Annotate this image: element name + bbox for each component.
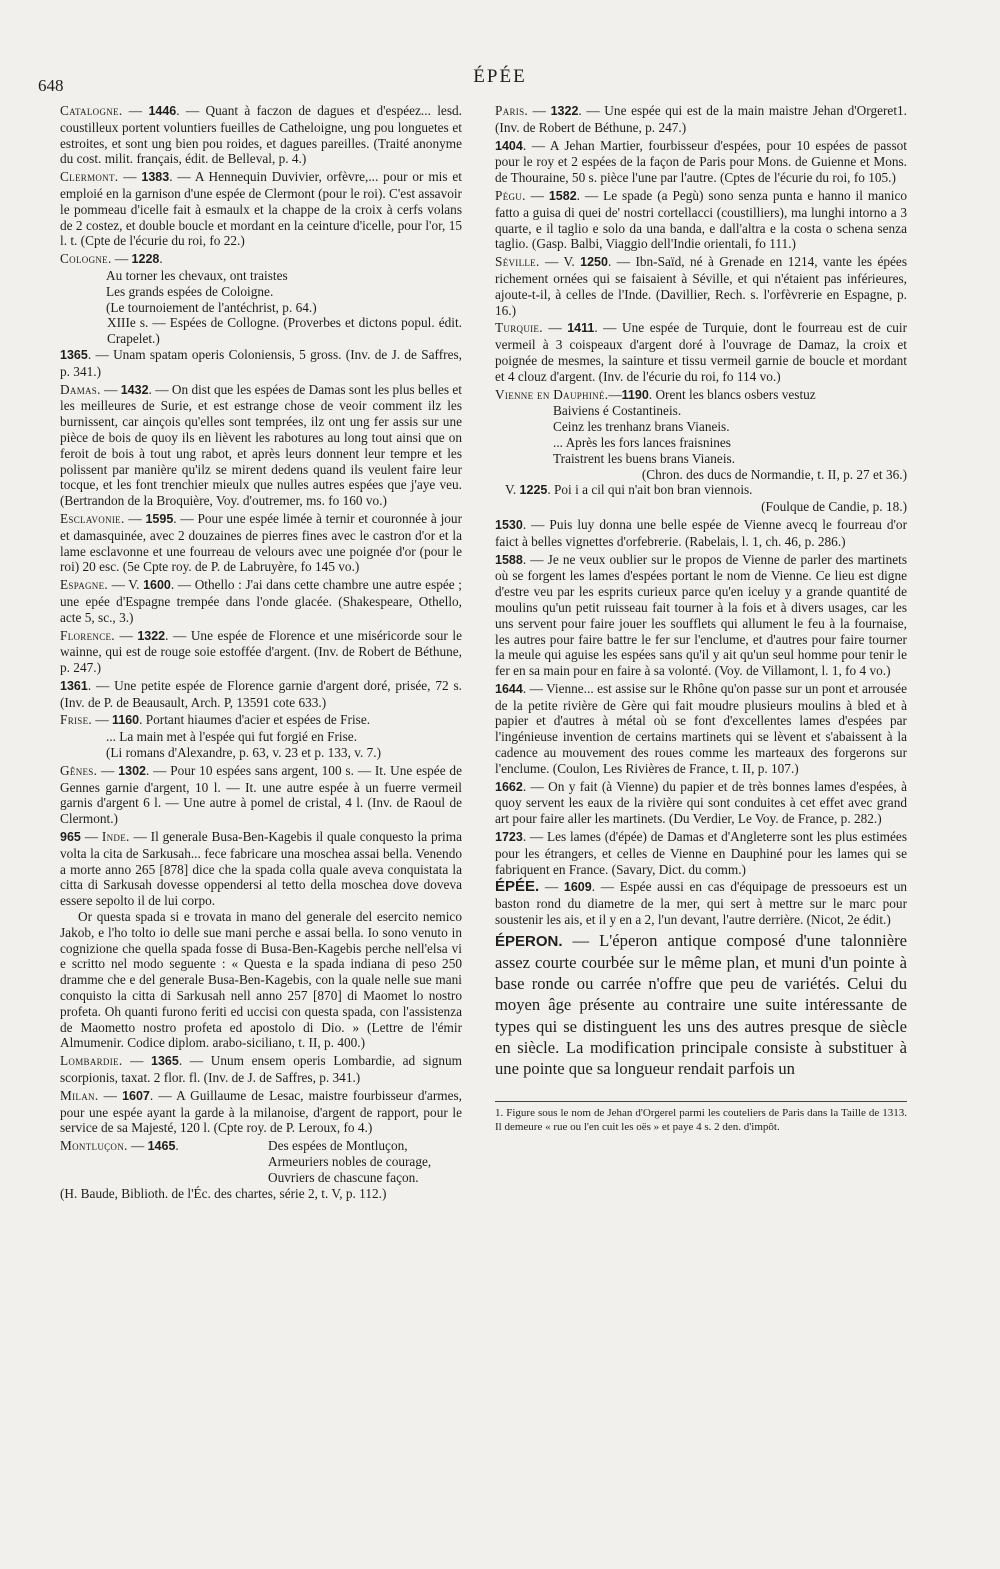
verse-line: Traistrent les buens brans Vianeis. xyxy=(553,450,736,466)
entry-turquie: Turquie. — 1411. — Une espée de Turquie, dont le fourreau est de cuir vermeil à 3 coispeaux d'argent doré à l'ouvrage de Damaz, la croix et poignée de mesmes, la sainture et tissu vermeil garnie de boucle et mordant et 4 clouz d'argent. (Inv. de l'écurie du roi, fo 114 vo.) xyxy=(495,320,907,384)
entry-esclavonie: Esclavonie. — 1595. — Pour une espée limée à ternir et couronnée à jour et damasquinée, avec 2 douzaines de pierres fines avec le castron d'or et la lame esclavonne et une fourreau de velours avec une poignée d'or (pour le roi) 20 esc. (5e Cpte roy. de P. de Labruyère, fo 145 vo.) xyxy=(60,510,462,575)
verse-source: (Li romans d'Alexandre, p. 63, v. 23 et p. 133, v. 7.) xyxy=(106,745,382,761)
verse-line: ... Après les fors lances fraisnines xyxy=(553,434,731,450)
verse-source: (H. Baude, Biblioth. de l'Éc. des chartes, série 2, t. V, p. 112.) xyxy=(60,1185,387,1201)
verse-line: ... La main met à l'espée qui fut forgié en Frise. xyxy=(106,729,358,745)
entry-seville: Séville. — V. 1250. — Ibn-Saïd, né à Grenade en 1214, vante les épées richement ornées qui se faisaient à Séville, et qui n'étaient pas inférieures, ajoute-t-il, à celles de l'Inde. (Davillier, Rech. s. l'orfèvrerie en Espagne, p. 16.) xyxy=(495,254,907,318)
entry-cologne: Cologne. — 1228. Au torner les chevaux, ont traistes Les grands espées de Coloigne. (Le tournoiement de l'antéchrist, p. 64.) XIIIe s. — Espées de Collogne. (Proverbes et dictons popul. édit. Crapelet.) 1365. — Unam spatam operis Coloniensis, 5 gross. (Inv. de J. de Saffres, p. 341.) xyxy=(60,251,462,379)
verse-line: Armeuriers nobles de courage, xyxy=(268,1154,432,1169)
entry-frise: Frise. — 1160. Portant hiaumes d'acier et espées de Frise. ... La main met à l'espée qui fut forgié en Frise. (Li romans d'Alexandre, p. 63, v. 23 et p. 133, v. 7.) xyxy=(60,712,462,760)
verse-source: (Le tournoiement de l'antéchrist, p. 64.) xyxy=(106,299,317,315)
entry-genes: Gênes. — 1302. — Pour 10 espées sans argent, 100 s. — It. Une espée de Gennes garnie d'argent, 10 l. — It. une autre espée à un fuerre vermeil garnis d'argent 6 l. — Une autre à pomel de cristal, 4 l. (Inv. de Raoul de Clermont.) xyxy=(60,762,462,827)
verse-line: Baiviens é Costantineis. xyxy=(553,403,682,419)
cologne-1365: 1365. — Unam spatam operis Coloniensis, 5 gross. (Inv. de J. de Saffres, p. 341.) xyxy=(60,346,462,379)
verse-source: (Chron. des ducs de Normandie, t. II, p. 27 et 36.) xyxy=(641,466,907,482)
entry-milan: Milan. — 1607. — A Guillaume de Lesac, maistre fourbisseur d'armes, pour une espée ayant la garde à la milanoise, d'argent de rapport, pour le service de sa Majesté, 120 l. (Cpte roy. de P. Leroux, fo 4.) xyxy=(60,1087,462,1136)
entry-vienne: Vienne en Dauphiné.—1190. Orent les blancs osbers vestuz Baiviens é Costantineis. Ceinz les trenhanz brans Vianeis. ... Après les fors lances fraisnines Traistrent les buens brans Vianeis. (Chron. des ducs de Normandie, t. II, p. 27 et 36.) V. 1225. Poi i a cil qui n'ait bon bran viennois. (Foulque de Candie, p. 18.) 1530. — Puis luy donna une belle espée de Vienne avecq le fourreau d'or faict à belles vignettes d'orfebrerie. (Rabelais, l. 1, ch. 46, p. 286.) 1588. — Je ne veux oublier sur le propos de Vienne de parler des martinets où se forgent les lames d'espées portant le nom de Vienne. Ce lieu est digne d'estre veu par les esprits curieux parce qu'en iceluy y a grande quantité de moulins qu'un petit ruisseau fait tourner à la fois et à divers usages, car les uns servent pour faire jouer les soufflets qui allument le feu à la fournaise, les autres pour faire battre le fer sur l'enclume, et d'autres pour faire tourner la meule qui aguise les espées sans qu'il y ait qu'un seul homme pour tenir le fer en sa main pour en faire à sa volonté. (Voy. de Villamont, l. 1, fo 4 vo.) 1644. — Vienne... est assise sur le Rhône qu'on passe sur un pont et arrousée de la petite rivière de Gère qui fait moudre plusieurs moulins à bled et à papier et d'autres à métal où se font d'excellentes lames d'espées par l'ingénieuse invention de certains martinets qui se lèvent et s'abaissent à la cadence au mouvement des roues comme les marteaux des forgerons sur l'enclume. (Coulon, Les Rivières de France, t. II, p. 107.) 1662. — On y fait (à Vienne) du papier et de très bonnes lames d'espées, à quoy servent les eaux de la rivière qui sont conduites à cet effet avec grand art pour faire aller les martinets. (Du Verdier, Le Voy. de France, p. 282.) 1723. — Les lames (d'épée) de Damas et d'Angleterre sont les plus estimées pour les étrangers, et celles de Vienne en Dauphiné pour les lames qui se fabriquent en France. (Savary, Dict. du comm.) xyxy=(495,386,907,877)
verse-line: Des espées de Montluçon, xyxy=(268,1138,408,1154)
verse-line: Au torner les chevaux, ont traistes xyxy=(106,267,288,283)
entry-damas: Damas. — 1432. — On dist que les espées de Damas sont les plus belles et les meilleures de Surie, et est estrange chose de veoir comment ilz les burnissent, car ainçois qu'elles sont temprées, ilz ont ung fer assis sur une pièce de bois de quoy ils en lièvent les rabotures au long tout ainsi que on feroit de bois à tout ung rabot, et après leurs donnent leur tempre et les polissent par manière qu'ilz se mirent dedens quand ils veulent faire leur tocque, et les font trenchier mieulx que nulles autres espées que j'aye veu. (Bertrandon de la Broquière, Voy. d'outremer, ms. fo 160 vo.) xyxy=(60,381,462,509)
entry-espagne: Espagne. — V. 1600. — Othello : J'ai dans cette chambre une autre espée ; une epée d'Espagne trempée dans l'onde glacée. (Shakespeare, Othello, acte 5, sc., 3.) xyxy=(60,577,462,625)
cologne-xiii: XIIIe s. — Espées de Collogne. (Proverbes et dictons popul. édit. Crapelet.) xyxy=(107,315,462,347)
entry-montlucon: Montluçon. — 1465. Des espées de Montluçon, Armeuriers nobles de courage, Ouvriers de chascune façon. (H. Baude, Biblioth. de l'Éc. des chartes, série 2, t. V, p. 112.) xyxy=(60,1138,462,1201)
verse-source: (Foulque de Candie, p. 18.) xyxy=(761,499,907,515)
entry-clermont: Clermont. — 1383. — A Hennequin Duvivier, orfèvre,... pour or mis et emploié en la garnison d'une espée de Clermont (pour le roi). C'est assavoir le pommeau d'icelle fait à esmaulx et la chappe de la croix à cerfs volans de 2 costez, et double boucle et mordant en la ceinture d'icelle, pour l'or, 15 l. t. (Cpte de l'écurie du roi, fo 22.) xyxy=(60,169,463,249)
footnote: 1. Figure sous le nom de Jehan d'Orgerel parmi les couteliers de Paris dans la Taille de 1313. Il demeure « rue ou l'en cuit les oës » et paye 4 s. 2 den. d'impôt. xyxy=(495,1101,907,1134)
entry-paris: Paris. — 1322. — Une espée qui est de la main maistre Jehan d'Orgeret1. (Inv. de Robert de Béthune, p. 247.) 1404. — A Jehan Martier, fourbisseur d'espées, pour 10 espées de passot pour le roy et 2 espées de la façon de Paris pour Mons. de Guienne et Mons. de Thouraine, 50 s. pièce l'une par l'autre. (Cptes de l'écurie du roi, fo 105.) xyxy=(495,103,907,186)
entry-lombardie: Lombardie. — 1365. — Unum ensem operis Lombardie, ad signum scorpionis, taxat. 2 flor. fl. (Inv. de J. de Saffres, p. 341.) xyxy=(60,1053,462,1086)
entry-pegu: Pégu. — 1582. — Le spade (a Pegù) sono senza punta e hanno il manico fatto a guisa di quei de' nostri cortellacci (coustilliers), ma lunghi intorno a 3 quarte, e il taglio e solo da una banda, e dall'altra e la costa o schena senza taglio. (Gasp. Balbi, Viaggio dell'Indie orientali, fo 111.) xyxy=(495,187,907,252)
verse-line: Ouvriers de chascune façon. xyxy=(268,1169,419,1185)
entry-florence: Florence. — 1322. — Une espée de Florence et une miséricorde sour le wainne, qui est de rouge soie estoffée d'argent. (Inv. de Robert de Béthune, p. 247.) 1361. — Une petite espée de Florence garnie d'argent doré, prisée, 72 s. (Inv. de P. de Beausault, Arch. P, 13591 cote 633.) xyxy=(60,627,462,710)
entry-inde: 965 — Inde. — Il generale Busa-Ben-Kagebis il quale conquesto la prima volta la cita de Sarkusah... fece fabricare una moschea assai bella. Venendo a morte anno 265 [878] dice che la spada colla quale aveva conquistata la citta di Sarkusah dovesse oppendersi al tetto della moschea dove doveva essere sepolto il de lui corpo. Or questa spada si e trovata in mano del generale del esercito nemico Jakob, e l'ho tolto io delle sue mani perche e assai bella. Io sono venuto in cognizione che quella spada fosse di Busa-Ben-Kagebis perche nell'elsa vi e scritto nel modo seguente : « Questa e la spada indiana di peso 250 dramme che e del generale Busa-Ben-Kagebis, con la quale nelle sue mani conquisto la citta di Sarkusah nell anno 257 [870] di Maomet lo nostro profeta. Oh quanti furono feriti ed uccisi con questa spada, con l'assistenza de Maometto nostro profeta ed apostolo di Dio. » (Lettre de l'émir Almumenir. Codice diplom. arabo-siciliano, t. II, p. 400.) xyxy=(60,829,463,1051)
verse-line: Les grands espées de Coloigne. xyxy=(106,283,274,299)
running-head: ÉPÉE xyxy=(473,66,527,87)
entry-catalogne: Catalogne. — 1446. — Quant à faczon de dagues et d'espéez... lesd. coustilleux portent voluntiers fueilles de Catheloigne, ung pou longuetes et estroites, et sont ung bien pou roides, et dagues pareilles. (Traité anonyme du cost. milit. français, édit. de Belleval, p. 4.) xyxy=(60,103,462,167)
verse-line: Ceinz les trenhanz brans Vianeis. xyxy=(553,419,730,435)
entry-eperon: ÉPERON. — L'éperon antique composé d'une talonnière assez courte courbée sur le même plan, et muni d'un pointe à base ronde ou carrée n'offre que peu de variétés. Celui du moyen âge présente au contraire une suite intéressante de types qui se distinguent les uns des autres presque de siècle en siècle. La modification principale consiste à substituer à une pointe que sa longueur rendait parfois un xyxy=(495,930,907,1079)
page-number: 648 xyxy=(38,76,64,95)
left-column xyxy=(60,103,462,1201)
right-column xyxy=(495,103,907,1134)
entry-epee: ÉPÉE. — 1609. — Espée aussi en cas d'équipage de pressoeurs est un baston rond du diametre de la mer, qui sert à mettre sur le marc pour soustenir les ais, et il y en a 2, l'un devant, l'autre derrière. (Nicot, 2e édit.) xyxy=(495,878,907,928)
